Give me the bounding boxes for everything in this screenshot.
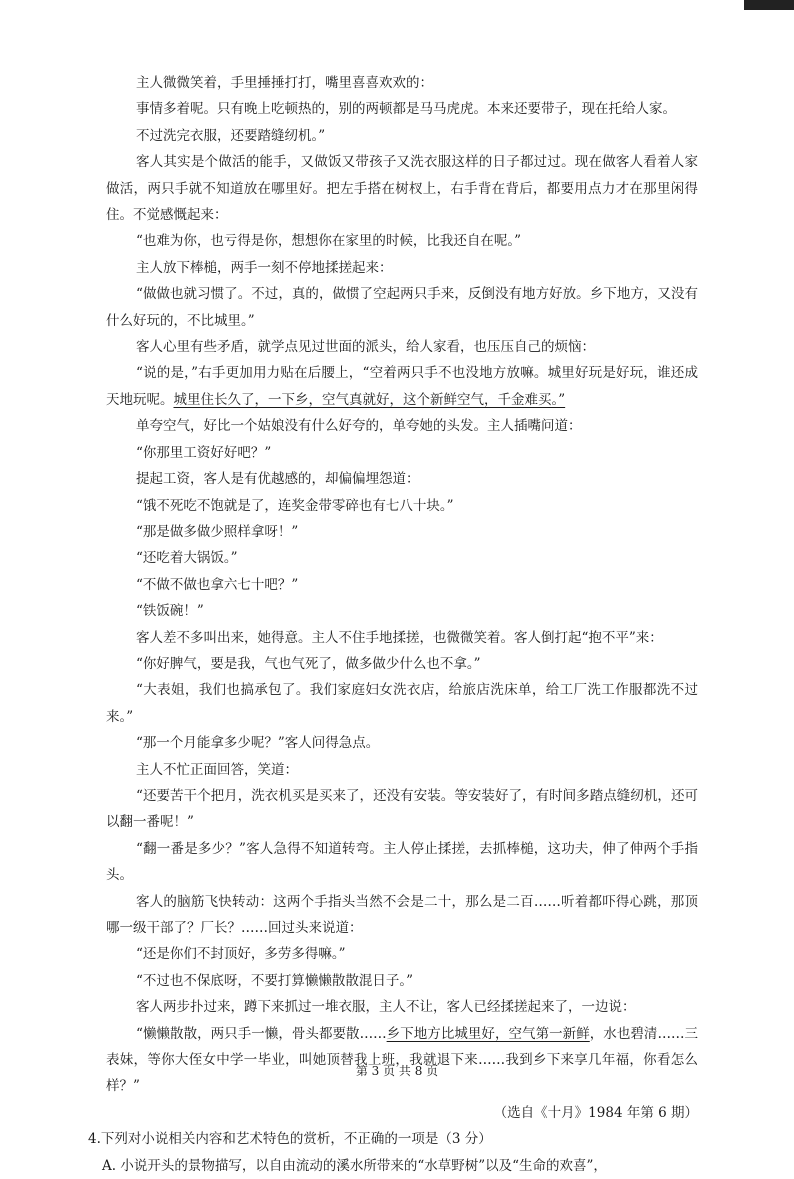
paragraph-text: “不做不做也拿六七十吧？”	[136, 576, 299, 593]
story-paragraph	[106, 783, 698, 836]
story-paragraph	[106, 70, 698, 96]
paragraph-text: “不过也不保底呀，不要打算懒懒散散混日子。”	[136, 972, 414, 989]
story-paragraph	[106, 757, 698, 783]
paragraph-text: “还吃着大锅饭。”	[136, 550, 238, 567]
story-paragraph	[106, 493, 698, 519]
story-paragraph	[106, 889, 698, 942]
story-paragraph	[106, 519, 698, 545]
paragraph-text: “铁饭碗！”	[136, 603, 204, 620]
story-text	[106, 70, 698, 1100]
story-paragraph	[106, 96, 698, 122]
paragraph-text: 客人心里有些矛盾，就学点见过世面的派头，给人家看，也压压自己的烦恼：	[136, 339, 595, 356]
paragraph-text: 主人微微笑着，手里捶捶打打，嘴里喜喜欢欢的：	[136, 75, 433, 91]
paragraph-text: 不过洗完衣服，还要踏缝纫机。”	[136, 127, 326, 144]
story-paragraph	[106, 228, 698, 254]
paragraph-text: “那是做多做少照样拿呀！”	[136, 523, 299, 540]
paragraph-text: “说的是，”右手更加用力贴在后腰上，“空着两只手不也没地方放嘛。城里好玩是好玩，谁还成天地玩呢。	[106, 365, 698, 408]
paragraph-text: 提起工资，客人是有优越感的，却偏偏埋怨道：	[136, 471, 420, 488]
story-paragraph	[106, 651, 698, 677]
story-paragraph	[106, 598, 698, 624]
story-paragraph	[106, 440, 698, 466]
question-4-option-a: A. 小说开头的景物描写，以自由流动的溪水所带来的“水草野树”以及“生命的欢喜”，	[102, 1157, 607, 1174]
story-paragraph	[106, 255, 698, 281]
story-paragraph	[106, 836, 698, 889]
story-paragraph	[106, 625, 698, 651]
underlined-sentence: 乡下地方比城里好，空气第一新鲜	[386, 1025, 590, 1042]
story-paragraph	[106, 281, 698, 334]
source-citation: （选自《十月》1984 年第 6 期）	[493, 1104, 698, 1121]
paragraph-text: “饿不死吃不饱就是了，连奖金带零碎也有七八十块。”	[136, 497, 454, 514]
story-paragraph	[106, 123, 698, 149]
paragraph-text: “大表姐，我们也搞承包了。我们家庭妇女洗衣店，给旅店洗床单，给工厂洗工作服都洗不过来。”	[106, 682, 698, 725]
paragraph-text: 主人不忙正面回答，笑道：	[136, 761, 298, 778]
story-paragraph	[106, 677, 698, 730]
paragraph-text: 客人差不多叫出来，她得意。主人不住手地揉搓，也微微笑着。客人倒打起“抱不平”来：	[136, 629, 663, 646]
paragraph-text: “那一个月能拿多少呢？”客人问得急点。	[136, 735, 380, 752]
page-number-footer: 第 3 页 共 8 页	[355, 1064, 439, 1078]
paragraph-text: 单夸空气，好比一个姑娘没有什么好夸的，单夸她的头发。主人插嘴问道：	[136, 418, 582, 435]
paragraph-text: “还要苦干个把月，洗衣机买是买来了，还没有安装。等安装好了，有时间多踏点缝纫机，还可以翻一番呢！”	[106, 787, 698, 831]
paragraph-text: 客人其实是个做活的能手，又做饭又带孩子又洗衣服这样的日子都过过。现在做客人看着人家做活，两只手就不知道放在哪里好。把左手搭在树杈上，右手背在背后，都要用点力才在那里闲得住。不觉感慨起来：	[106, 154, 698, 224]
story-paragraph	[106, 968, 698, 994]
paragraph-text: 客人两步扑过来，蹲下来抓过一堆衣服，主人不让，客人已经揉搓起来了，一边说：	[136, 999, 636, 1016]
paragraph-text: 主人放下棒槌，两手一刻不停地揉搓起来：	[136, 259, 393, 276]
corner-scan-mark	[744, 0, 794, 10]
paragraph-text-after: ，水也碧清……三表妹，等你大侄女中学一毕业，叫她顶替我上班，我就退下来……我到乡下来享几年福，你看怎么样？”	[106, 1025, 699, 1095]
paragraph-text: “你好脾气，要是我，气也气死了，做多做少什么也不拿。”	[136, 655, 481, 672]
story-paragraph	[106, 545, 698, 571]
paragraph-text: “你那里工资好好吧？”	[136, 444, 272, 461]
underlined-sentence: 城里住长久了，一下乡，空气真就好，这个新鲜空气，千金难买。”	[173, 391, 566, 408]
story-paragraph	[106, 334, 698, 360]
paragraph-text: 客人的脑筋飞快转动：这两个手指头当然不会是二十，那么是二百……听着都吓得心跳，那顶哪一级干部了？厂长？……回过头来说道：	[106, 893, 698, 936]
story-paragraph	[106, 572, 698, 598]
story-paragraph	[106, 730, 698, 756]
paragraph-text: “翻一番是多少？”客人急得不知道转弯。主人停止揉搓，去抓棒槌，这功夫，伸了伸两个手指头。	[106, 840, 698, 884]
paragraph-text: “做做也就习惯了。不过，真的，做惯了空起两只手来，反倒没有地方好放。乡下地方，又没有什么好玩的，不比城里。”	[106, 286, 698, 329]
paragraph-text: 事情多着呢。只有晚上吃顿热的，别的两顿都是马马虎虎。本来还要带子，现在托给人家。	[136, 101, 676, 118]
story-paragraph	[106, 360, 698, 413]
story-paragraph	[106, 1021, 698, 1100]
paragraph-text: “还是你们不封顶好，多劳多得嘛。”	[136, 946, 346, 963]
paragraph-text: “也难为你，也亏得是你，想想你在家里的时候，比我还自在呢。”	[136, 233, 522, 250]
story-paragraph	[106, 149, 698, 228]
story-paragraph	[106, 994, 698, 1020]
story-paragraph	[106, 466, 698, 492]
story-paragraph	[106, 941, 698, 967]
story-paragraph	[106, 413, 698, 439]
question-4-stem: 4.下列对小说相关内容和艺术特色的赏析，不正确的一项是（3 分）	[88, 1131, 492, 1148]
paragraph-text: “懒懒散散，两只手一懒，骨头都要散……	[136, 1025, 387, 1042]
